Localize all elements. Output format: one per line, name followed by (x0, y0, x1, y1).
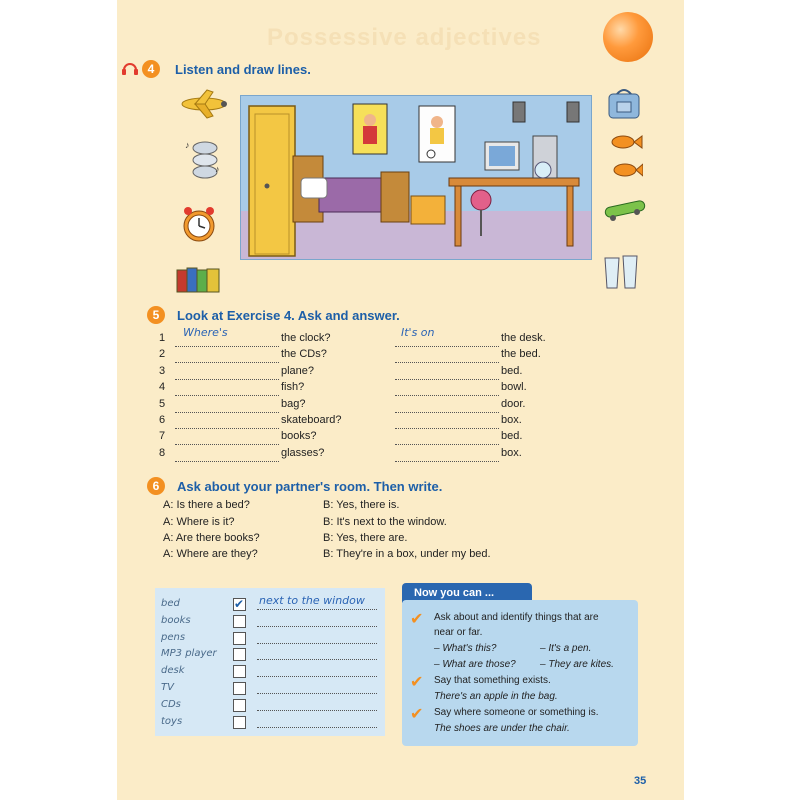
page-number: 35 (634, 775, 647, 787)
question-text: plane? (281, 364, 315, 377)
answer-blank[interactable] (395, 430, 499, 445)
dialog-b-line: B: They're in a box, under my bed. (323, 548, 491, 560)
exercise-5-row (159, 414, 579, 430)
checklist-checkbox[interactable] (233, 648, 246, 661)
question-blank[interactable] (175, 430, 279, 445)
exercise-4-title: Listen and draw lines. (175, 62, 311, 77)
example-line: There's an apple in the bag. (434, 691, 558, 702)
svg-text:♪: ♪ (185, 140, 190, 150)
exercise-5-row (159, 447, 579, 463)
example-line: – They are kites. (540, 659, 614, 670)
answer-blank[interactable] (395, 348, 499, 363)
dialog-a-line: A: Where is it? (163, 516, 235, 528)
checklist-checkbox[interactable] (233, 632, 246, 645)
glasses-icon (601, 254, 641, 292)
handwritten-answer: It's on (401, 326, 435, 339)
bedroom-illustration (241, 96, 591, 259)
exercise-5-row (159, 381, 579, 397)
decorative-orange-ball (603, 12, 653, 62)
question-blank[interactable] (175, 348, 279, 363)
skill-line: Ask about and identify things that are (434, 612, 599, 623)
check-icon: ✔ (410, 611, 424, 628)
checklist-checkbox[interactable] (233, 665, 246, 678)
checklist-checkbox[interactable] (233, 699, 246, 712)
row-number: 4 (159, 381, 166, 394)
question-text: the CDs? (281, 348, 327, 361)
answer-text: the bed. (501, 348, 541, 361)
exercise-6-number: 6 (147, 477, 165, 495)
answer-blank[interactable] (395, 381, 499, 396)
answer-text: box. (501, 446, 522, 459)
checklist-item-label: toys (161, 715, 183, 727)
answer-blank[interactable] (395, 414, 499, 429)
row-number: 7 (159, 430, 166, 443)
dialog-b-line: B: Yes, there are. (323, 532, 408, 544)
exercise-5-row (159, 398, 579, 414)
row-number: 3 (159, 364, 166, 377)
bedroom-picture (240, 95, 592, 260)
checklist-item-label: TV (161, 682, 174, 693)
dialog-a-line: A: Are there books? (163, 532, 260, 544)
dialog-a-line: A: Is there a bed? (163, 499, 250, 511)
dialog-a-line: A: Where are they? (163, 548, 258, 560)
row-number: 2 (159, 348, 166, 361)
answer-text: bed. (501, 364, 523, 377)
answer-text: bed. (501, 430, 523, 443)
room-checklist-card (155, 588, 385, 736)
handwritten-checklist-answer: next to the window (259, 594, 365, 607)
checklist-checkbox[interactable] (233, 682, 246, 695)
answer-text: bowl. (501, 381, 527, 394)
answer-blank[interactable] (395, 398, 499, 413)
question-blank[interactable] (175, 447, 279, 462)
toy-plane-icon (177, 86, 231, 122)
question-blank[interactable] (175, 381, 279, 396)
checklist-item-label: bed (161, 598, 180, 609)
checklist-item-label: CDs (161, 698, 181, 710)
example-line: – It's a pen. (540, 643, 592, 654)
checklist-item-label: pens (161, 631, 186, 643)
answer-blank[interactable] (395, 447, 499, 462)
example-line: – What are those? (434, 659, 516, 670)
exercise-4-number: 4 (142, 60, 160, 78)
checklist-answer-line[interactable] (257, 614, 377, 627)
question-blank[interactable] (175, 398, 279, 413)
exercise-5-title: Look at Exercise 4. Ask and answer. (177, 308, 400, 323)
cds-icon (183, 138, 223, 182)
checkmark-icon: ✔ (234, 597, 245, 611)
exercise-5-number: 5 (147, 306, 165, 324)
question-text: fish? (281, 381, 305, 394)
handwritten-question: Where's (183, 326, 228, 339)
svg-text:♪: ♪ (215, 164, 220, 174)
check-icon: ✔ (410, 674, 424, 691)
alarm-clock-icon (179, 202, 219, 246)
books-icon (175, 264, 223, 294)
question-text: glasses? (281, 446, 325, 459)
row-number: 6 (159, 414, 166, 426)
checklist-item-label: desk (161, 665, 185, 677)
row-number: 1 (159, 332, 166, 344)
question-blank[interactable] (175, 414, 279, 429)
exercise-5-row (159, 348, 579, 364)
example-line: – What's this? (434, 643, 497, 654)
checklist-answer-line[interactable] (257, 647, 377, 660)
checklist-answer-line[interactable] (257, 664, 377, 677)
checklist-answer-line[interactable] (257, 698, 377, 711)
question-text: bag? (281, 397, 306, 410)
example-line: The shoes are under the chair. (434, 723, 570, 734)
exercise-5-row (159, 430, 579, 446)
check-icon: ✔ (410, 706, 424, 723)
checklist-checkbox[interactable] (233, 615, 246, 628)
exercise-5-row (159, 326, 579, 348)
bag-icon (603, 86, 645, 120)
dialog-b-line: B: Yes, there is. (323, 499, 400, 511)
row-number: 5 (159, 397, 166, 410)
exercise-5-row (159, 365, 579, 381)
answer-text: door. (501, 397, 526, 410)
faded-page-header: Possessive adjectives (267, 24, 542, 51)
question-text: books? (281, 430, 317, 443)
answer-text: box. (501, 414, 522, 426)
checklist-answer-line[interactable] (257, 715, 377, 728)
question-blank[interactable] (175, 365, 279, 380)
now-you-can-box (402, 600, 638, 746)
answer-blank[interactable] (395, 365, 499, 380)
checklist-item-label: books (161, 614, 191, 626)
fish-icon (607, 130, 643, 186)
question-text: the clock? (281, 332, 331, 344)
dialog-b-line: B: It's next to the window. (323, 516, 447, 528)
headphones-icon (121, 60, 139, 76)
skill-line: near or far. (434, 627, 483, 638)
checklist-answer-line[interactable] (257, 681, 377, 694)
checklist-item-label: MP3 player (161, 648, 217, 660)
question-text: skateboard? (281, 414, 342, 426)
skateboard-icon (603, 196, 647, 224)
skill-line: Say that something exists. (434, 675, 551, 686)
answer-text: the desk. (501, 332, 546, 344)
row-number: 8 (159, 446, 166, 459)
exercise-6-title: Ask about your partner's room. Then write. (177, 479, 443, 494)
workbook-page (117, 0, 684, 800)
checklist-checkbox[interactable] (233, 716, 246, 729)
skill-line: Say where someone or something is. (434, 707, 599, 718)
now-you-can-tab: Now you can ... (402, 583, 532, 603)
checklist-answer-line[interactable] (257, 631, 377, 644)
